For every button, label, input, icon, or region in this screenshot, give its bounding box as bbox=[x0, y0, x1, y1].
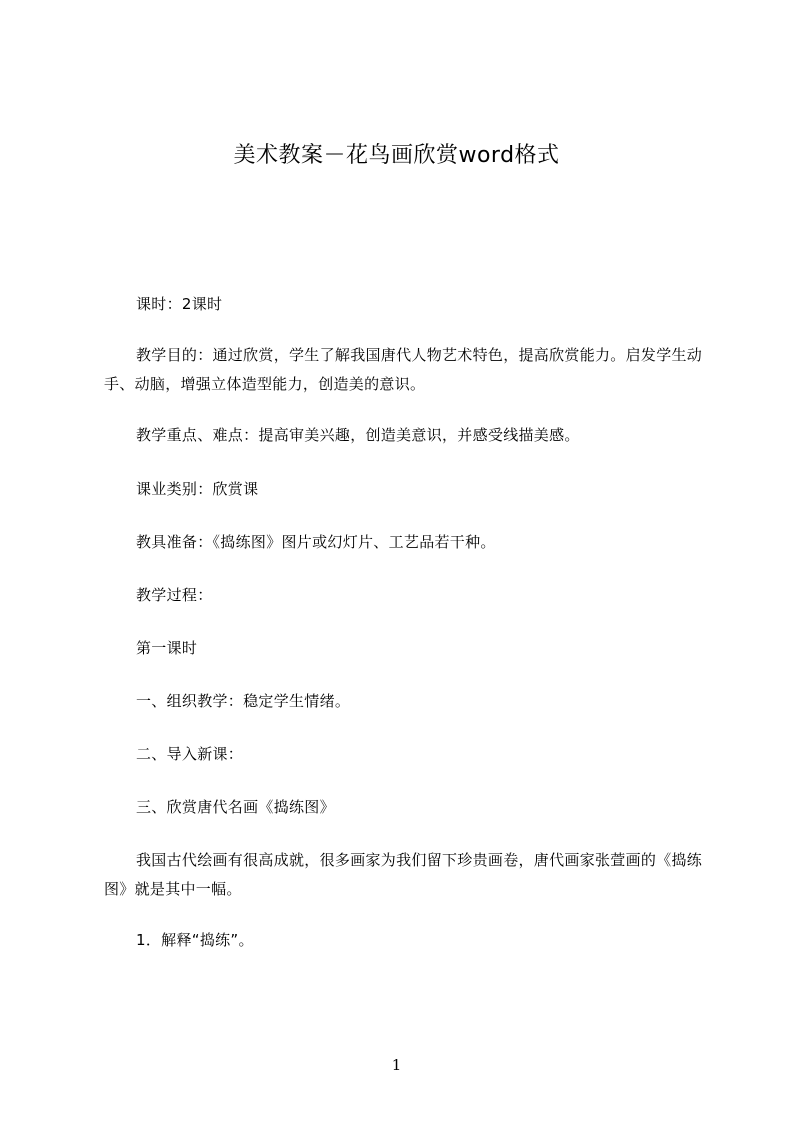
paragraph-teaching-process: 教学过程： bbox=[136, 586, 213, 604]
paragraph-appreciate-painting: 三、欣赏唐代名画《捣练图》 bbox=[136, 798, 335, 816]
paragraph-ancient-painting: 我国古代绘画有很高成就，很多画家为我们留下珍贵画卷，唐代画家张萱画的《捣练图》就是其中一幅。 bbox=[104, 851, 703, 898]
page-number: 1 bbox=[391, 1056, 402, 1074]
paragraph-class-hours: 课时：2课时 bbox=[136, 295, 223, 313]
paragraph-teaching-aids: 教具准备：《捣练图》图片或幻灯片、工艺品若干种。 bbox=[136, 533, 496, 551]
paragraph-organize-teaching: 一、组织教学：稳定学生情绪。 bbox=[136, 692, 351, 710]
document-title: 美术教案－花鸟画欣赏word格式 bbox=[233, 143, 560, 168]
paragraph-first-lesson: 第一课时 bbox=[136, 639, 198, 657]
paragraph-explain-daolian: 1．解释“捣练”。 bbox=[136, 931, 254, 949]
paragraph-course-type: 课业类别：欣赏课 bbox=[136, 480, 259, 498]
paragraph-key-points: 教学重点、难点：提高审美兴趣，创造美意识，并感受线描美感。 bbox=[136, 426, 580, 444]
paragraph-introduce-lesson: 二、导入新课： bbox=[136, 745, 244, 763]
paragraph-teaching-purpose: 教学目的：通过欣赏，学生了解我国唐代人物艺术特色，提高欣赏能力。启发学生动手、动脑，增强立体造型能力，创造美的意识。 bbox=[104, 346, 703, 393]
